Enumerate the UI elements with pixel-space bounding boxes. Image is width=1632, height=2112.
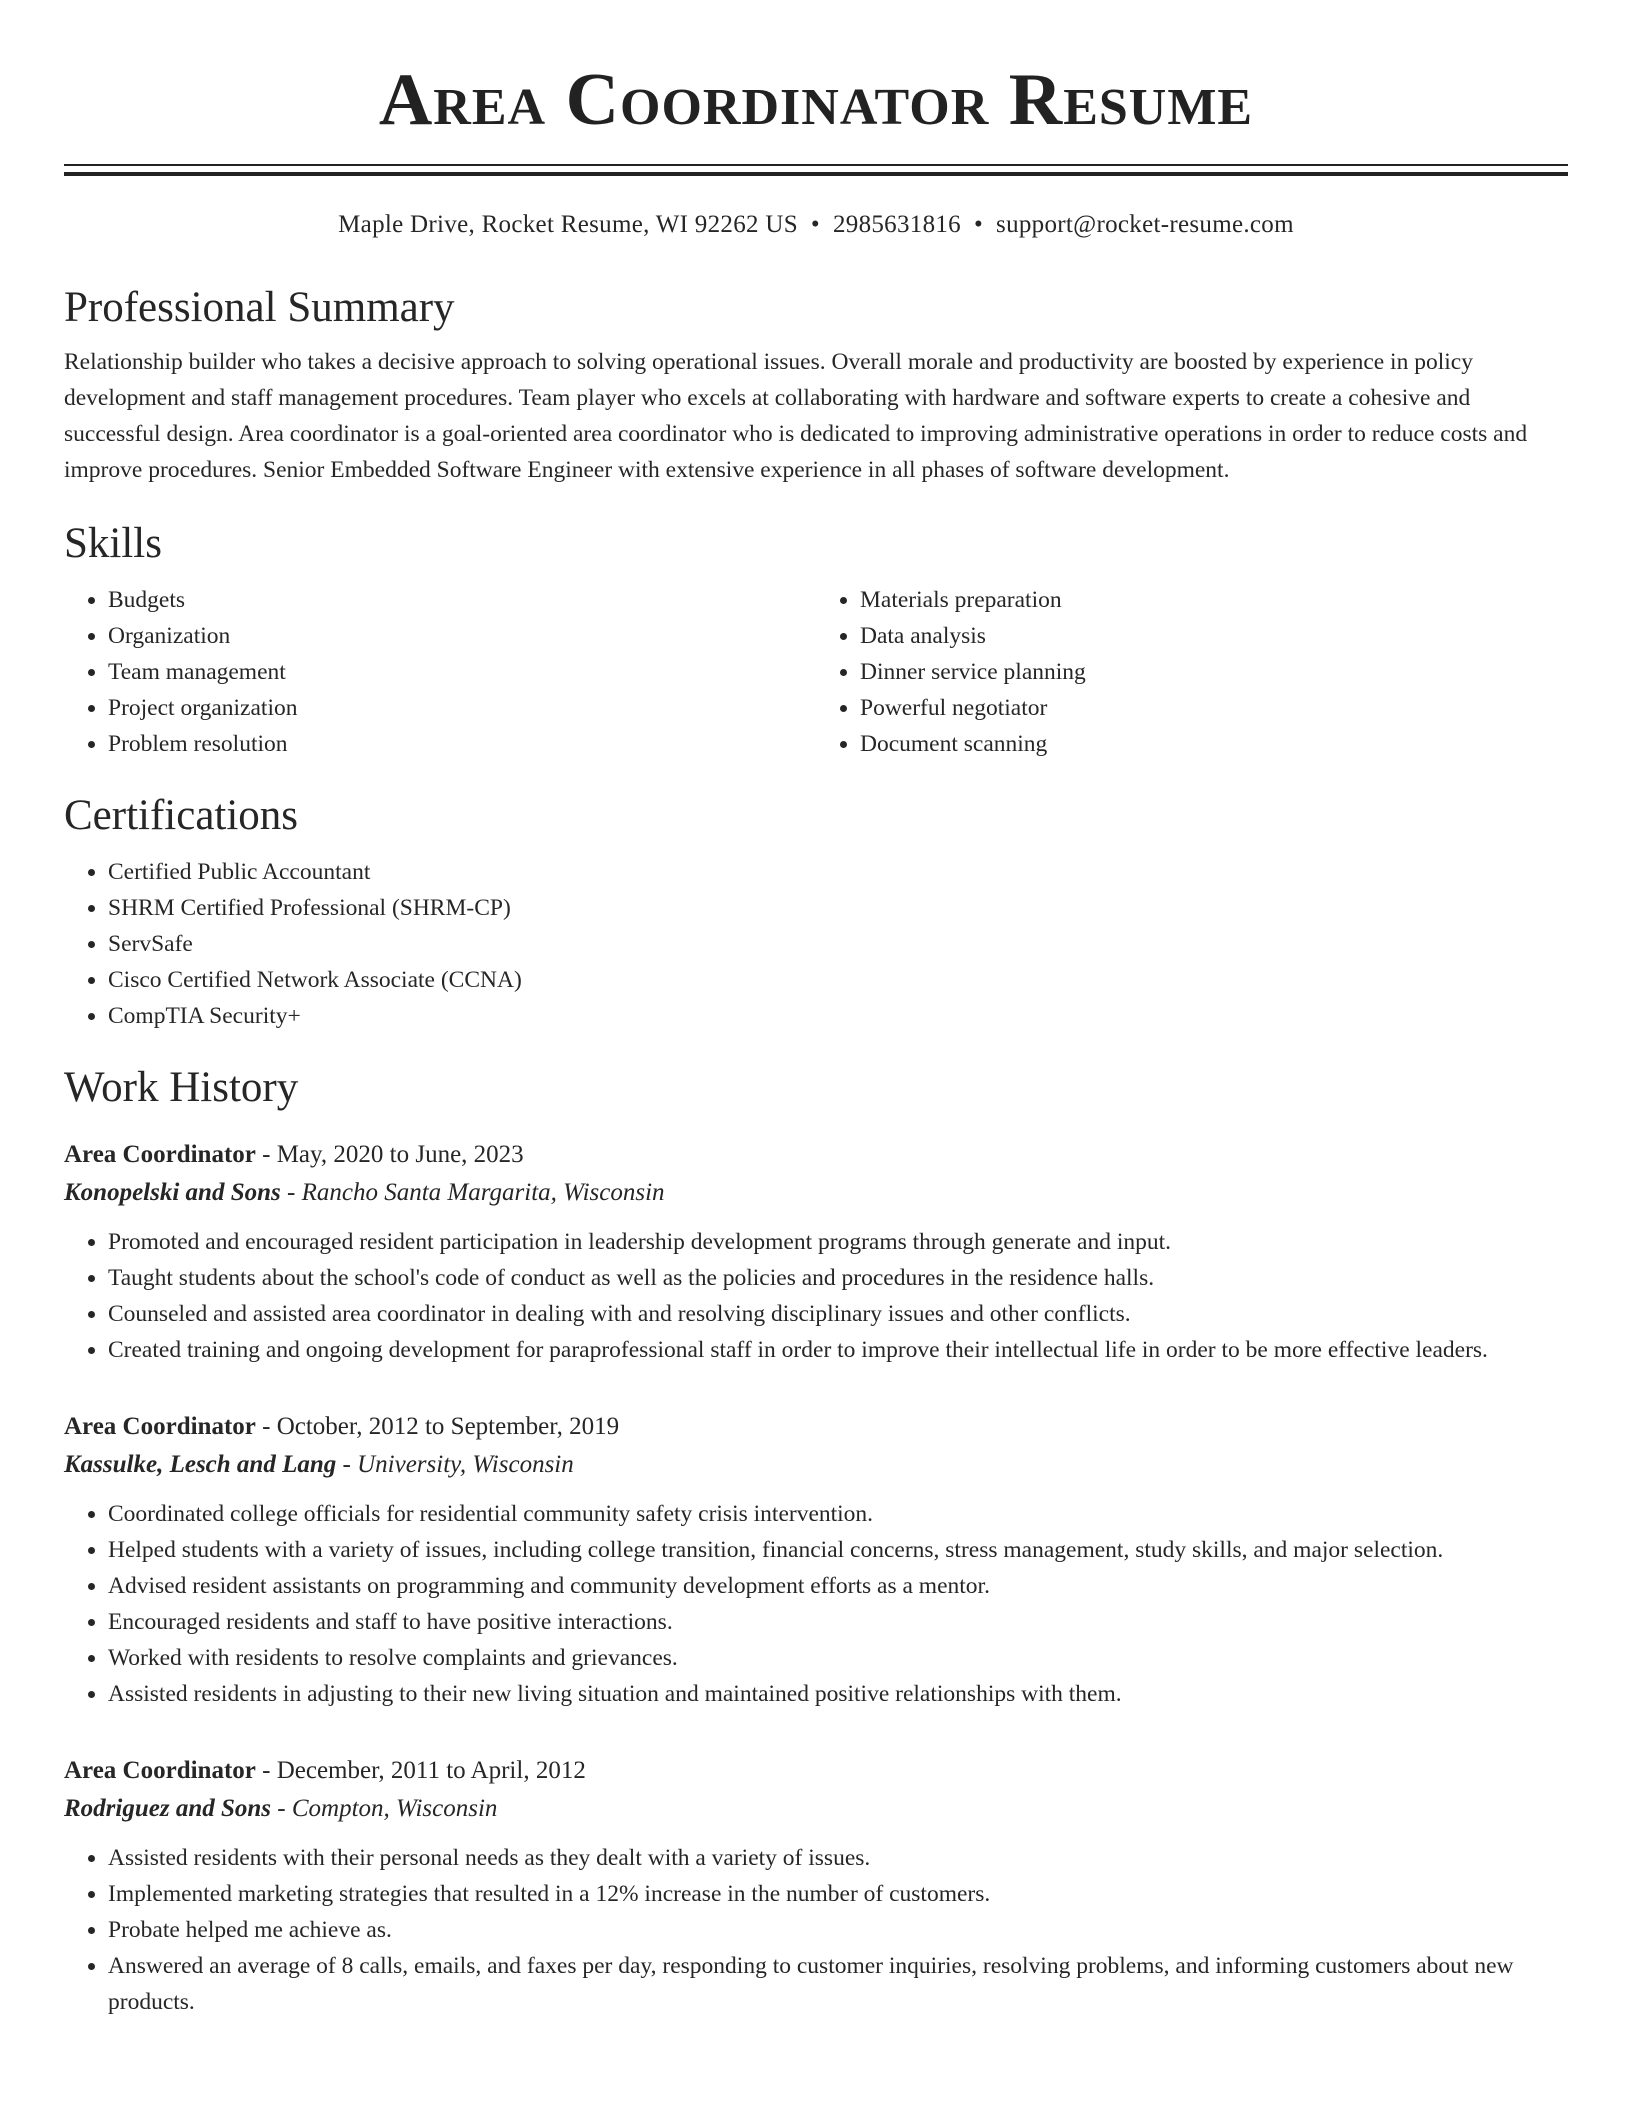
job-dates: December, 2011 to April, 2012 <box>276 1757 586 1784</box>
job-bullet: • Created training and ongoing development for paraprofessional staff in order to improve their intellectual life in order to be more effective leaders. <box>108 1332 1568 1368</box>
skills-columns <box>64 582 1568 762</box>
contact-line <box>64 210 1568 240</box>
job-bullet: • Implemented marketing strategies that resulted in a 12% increase in the number of customers. <box>108 1876 1568 1912</box>
job-title-line <box>64 1752 1568 1790</box>
skills-list-left <box>64 582 816 762</box>
job-bullet: • Worked with residents to resolve complaints and grievances. <box>108 1640 1568 1676</box>
job-dash: - <box>280 1179 302 1206</box>
job-location: Compton, Wisconsin <box>291 1795 498 1822</box>
skills-heading: Skills <box>64 520 162 567</box>
job-dates: May, 2020 to June, 2023 <box>276 1141 524 1168</box>
job-bullets <box>64 1840 1568 2020</box>
skill-item: • Organization <box>108 618 816 654</box>
summary-heading: Professional Summary <box>64 284 455 331</box>
certifications-heading: Certifications <box>64 792 299 839</box>
job-title-line <box>64 1408 1568 1446</box>
job-entry <box>64 1752 1568 2020</box>
contact-separator: • <box>810 211 820 238</box>
job-company-line <box>64 1174 1568 1212</box>
certification-item: • ServSafe <box>108 926 1568 962</box>
job-location: Rancho Santa Margarita, Wisconsin <box>301 1179 665 1206</box>
job-bullet: • Probate helped me achieve as. <box>108 1912 1568 1948</box>
job-dash: - <box>255 1413 277 1440</box>
job-bullet: • Promoted and encouraged resident participation in leadership development programs through generate and input. <box>108 1224 1568 1260</box>
job-bullet: • Assisted residents in adjusting to their new living situation and maintained positive relationships with them. <box>108 1676 1568 1712</box>
job-entry <box>64 1136 1568 1368</box>
job-company-line <box>64 1790 1568 1828</box>
skill-item: • Budgets <box>108 582 816 618</box>
certification-item: • Certified Public Accountant <box>108 854 1568 890</box>
title-rule-thick <box>64 172 1568 176</box>
job-dash: - <box>255 1141 277 1168</box>
summary-text: Relationship builder who takes a decisive approach to solving operational issues. Overall morale and productivity are boosted by experience in policy development and staff management procedures. Team player who excels at collaborating with hardware and software experts to create a cohesive and successful design. Area coordinator is a goal-oriented area coordinator who is dedicated to improving administrative operations in order to reduce costs and improve procedures. Senior Embedded Software Engineer with extensive experience in all phases of software development. <box>64 349 1528 483</box>
skill-item: • Project organization <box>108 690 816 726</box>
job-title: Area Coordinator <box>64 1141 256 1168</box>
job-bullet: • Advised resident assistants on programming and community development efforts as a mentor. <box>108 1568 1568 1604</box>
job-bullet: • Taught students about the school's code of conduct as well as the policies and procedures in the residence halls. <box>108 1260 1568 1296</box>
job-company: Konopelski and Sons <box>64 1179 281 1206</box>
job-title: Area Coordinator <box>64 1413 256 1440</box>
contact-email: support@rocket-resume.com <box>996 211 1294 238</box>
job-title: Area Coordinator <box>64 1757 256 1784</box>
contact-separator: • <box>973 211 984 238</box>
job-bullets <box>64 1224 1568 1368</box>
job-location: University, Wisconsin <box>357 1451 574 1478</box>
job-bullet: • Coordinated college officials for residential community safety crisis intervention. <box>108 1496 1568 1532</box>
skill-item: • Team management <box>108 654 816 690</box>
job-company: Kassulke, Lesch and Lang <box>64 1451 337 1478</box>
skill-item: • Problem resolution <box>108 726 816 762</box>
work-history-heading: Work History <box>64 1064 299 1111</box>
job-bullet: • Answered an average of 8 calls, emails, and faxes per day, responding to customer inquiries, resolving problems, and informing customers about new products. <box>108 1948 1568 2020</box>
skill-item: • Dinner service planning <box>860 654 1568 690</box>
job-dates: October, 2012 to September, 2019 <box>276 1413 620 1440</box>
job-entry <box>64 1408 1568 1712</box>
skill-item: • Document scanning <box>860 726 1568 762</box>
contact-address: Maple Drive, Rocket Resume, WI 92262 US <box>338 211 798 238</box>
contact-phone: 2985631816 <box>832 211 961 238</box>
job-dash: - <box>336 1451 358 1478</box>
job-dash: - <box>255 1757 277 1784</box>
job-company-line <box>64 1446 1568 1484</box>
certification-item: • SHRM Certified Professional (SHRM-CP) <box>108 890 1568 926</box>
job-bullet: • Helped students with a variety of issues, including college transition, financial concerns, stress management, study skills, and major selection. <box>108 1532 1568 1568</box>
job-company: Rodriguez and Sons <box>64 1795 272 1822</box>
skills-list-right <box>816 582 1568 762</box>
job-title-line <box>64 1136 1568 1174</box>
resume-title: Area Coordinator Resume <box>378 59 1254 141</box>
skill-item: • Data analysis <box>860 618 1568 654</box>
skill-item: • Materials preparation <box>860 582 1568 618</box>
job-bullet: • Counseled and assisted area coordinator in dealing with and resolving disciplinary issues and other conflicts. <box>108 1296 1568 1332</box>
certifications-list <box>64 854 1568 1034</box>
skill-item: • Powerful negotiator <box>860 690 1568 726</box>
job-bullet: • Assisted residents with their personal needs as they dealt with a variety of issues. <box>108 1840 1568 1876</box>
job-dash: - <box>271 1795 292 1822</box>
title-rule-thin <box>64 164 1568 166</box>
certification-item: • Cisco Certified Network Associate (CCNA) <box>108 962 1568 998</box>
certification-item: • CompTIA Security+ <box>108 998 1568 1034</box>
job-bullet: • Encouraged residents and staff to have positive interactions. <box>108 1604 1568 1640</box>
job-bullets <box>64 1496 1568 1712</box>
